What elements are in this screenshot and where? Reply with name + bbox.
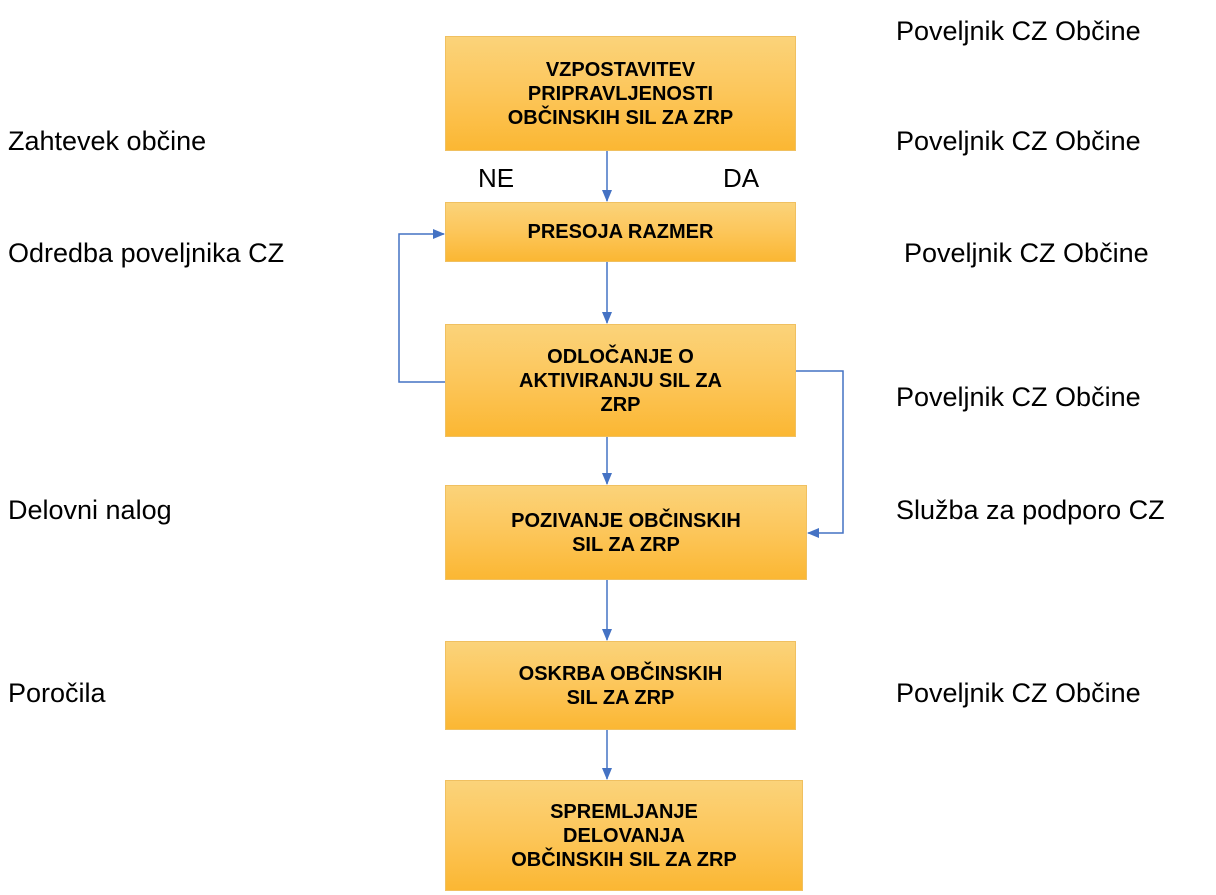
document-delovni-nalog: Delovni nalog <box>8 495 172 525</box>
responsible-step-pozivanje: Služba za podporo CZ <box>896 495 1165 525</box>
step-label: OSKRBA OBČINSKIH SIL ZA ZRP <box>518 662 723 709</box>
responsible-step-oskrba: Poveljnik CZ Občine <box>896 678 1141 708</box>
branch-label-yes: DA <box>723 163 760 193</box>
loop-yes-to-pozivanje <box>796 371 843 533</box>
step-label: PRESOJA RAZMER <box>527 221 714 243</box>
step-label: POZIVANJE OBČINSKIH SIL ZA ZRP <box>511 509 741 556</box>
responsible-step-top: Poveljnik CZ Občine <box>896 16 1141 46</box>
step-label: VZPOSTAVITEV PRIPRAVLJENOSTI OBČINSKIH SIL ZA ZRP <box>507 58 734 129</box>
loop-no-back-to-presoja <box>399 234 445 382</box>
branch-label-no: NE <box>478 163 515 193</box>
document-porocila: Poročila <box>8 678 106 708</box>
step-label: ODLOČANJE O AKTIVIRANJU SIL ZA ZRP <box>519 345 722 416</box>
responsible-step-vzpostavitev: Poveljnik CZ Občine <box>896 126 1141 156</box>
responsible-step-odlocanje: Poveljnik CZ Občine <box>896 382 1141 412</box>
responsible-step-presoja: Poveljnik CZ Občine <box>904 238 1149 268</box>
document-odredba-poveljnika: Odredba poveljnika CZ <box>8 238 285 268</box>
document-zahtevek-obcine: Zahtevek občine <box>8 126 207 156</box>
step-label: SPREMLJANJE DELOVANJA OBČINSKIH SIL ZA ZRP <box>511 800 737 871</box>
